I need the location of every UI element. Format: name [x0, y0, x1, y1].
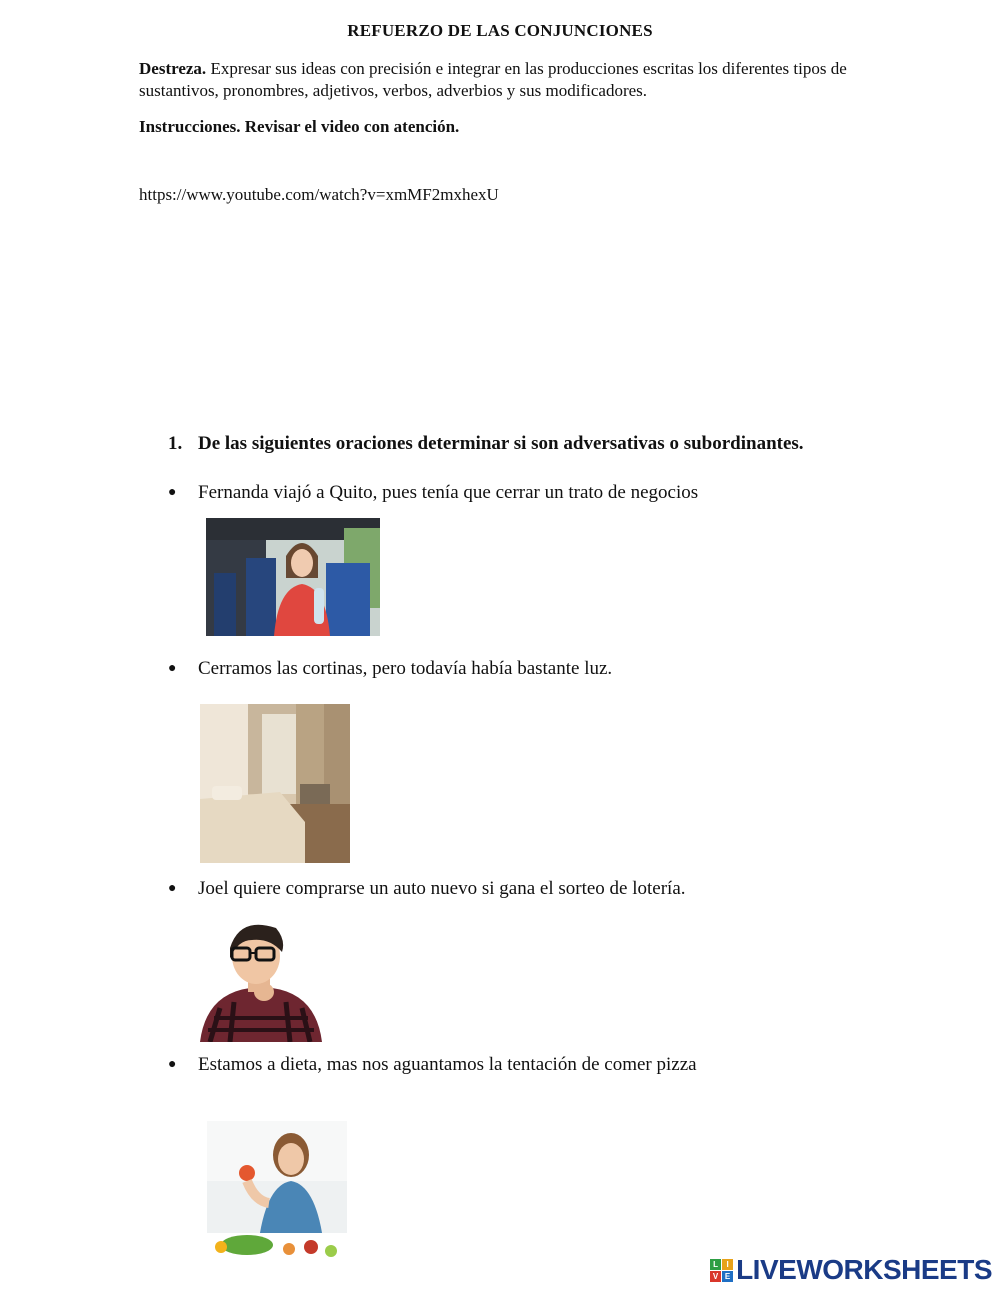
question-text: De las siguientes oraciones determinar si son adversativas o subordinantes. [198, 433, 804, 454]
instructions: Instrucciones. Revisar el video con atención. [139, 117, 460, 136]
bullet-icon: ● [168, 1057, 177, 1072]
sentence-2: Cerramos las cortinas, pero todavía había bastante luz. [198, 658, 613, 679]
sentence-1: Fernanda viajó a Quito, pues tenía que cerrar un trato de negocios [198, 482, 699, 503]
list-item [168, 482, 698, 504]
page-title: REFUERZO DE LAS CONJUNCIONES [347, 21, 653, 40]
destreza-text: Expresar sus ideas con precisión e integrar en las producciones escritas los diferentes tipos de sustantivos, pronombres, adjetivos, verbos, adverbios y sus modificadores. [139, 59, 847, 100]
woman-with-vegetables-image [207, 1121, 347, 1261]
woman-on-bus-image [206, 518, 380, 636]
logo-letter: I [722, 1259, 733, 1270]
question-number: 1. [168, 433, 183, 454]
list-item [168, 658, 612, 680]
sentence-3: Joel quiere comprarse un auto nuevo si gana el sorteo de lotería. [198, 878, 686, 899]
logo-text: LIVEWORKSHEETS [736, 1254, 992, 1285]
logo-letter: E [722, 1271, 733, 1282]
destreza-paragraph [139, 58, 879, 102]
thinking-boy-image [200, 918, 322, 1042]
question-1 [168, 433, 804, 455]
list-item [168, 1054, 697, 1076]
logo-letter: L [710, 1259, 721, 1270]
liveworksheets-logo-icon [710, 1259, 733, 1282]
video-link[interactable]: https://www.youtube.com/watch?v=xmMF2mxhexU [139, 185, 499, 204]
logo-letter: V [710, 1271, 721, 1282]
bullet-icon: ● [168, 881, 177, 896]
bullet-icon: ● [168, 661, 177, 676]
list-item [168, 878, 686, 900]
destreza-label: Destreza. [139, 59, 207, 78]
bedroom-curtains-image [200, 704, 350, 863]
sentence-4: Estamos a dieta, mas nos aguantamos la tentación de comer pizza [198, 1054, 697, 1075]
liveworksheets-logo [710, 1255, 992, 1285]
bullet-icon: ● [168, 485, 177, 500]
